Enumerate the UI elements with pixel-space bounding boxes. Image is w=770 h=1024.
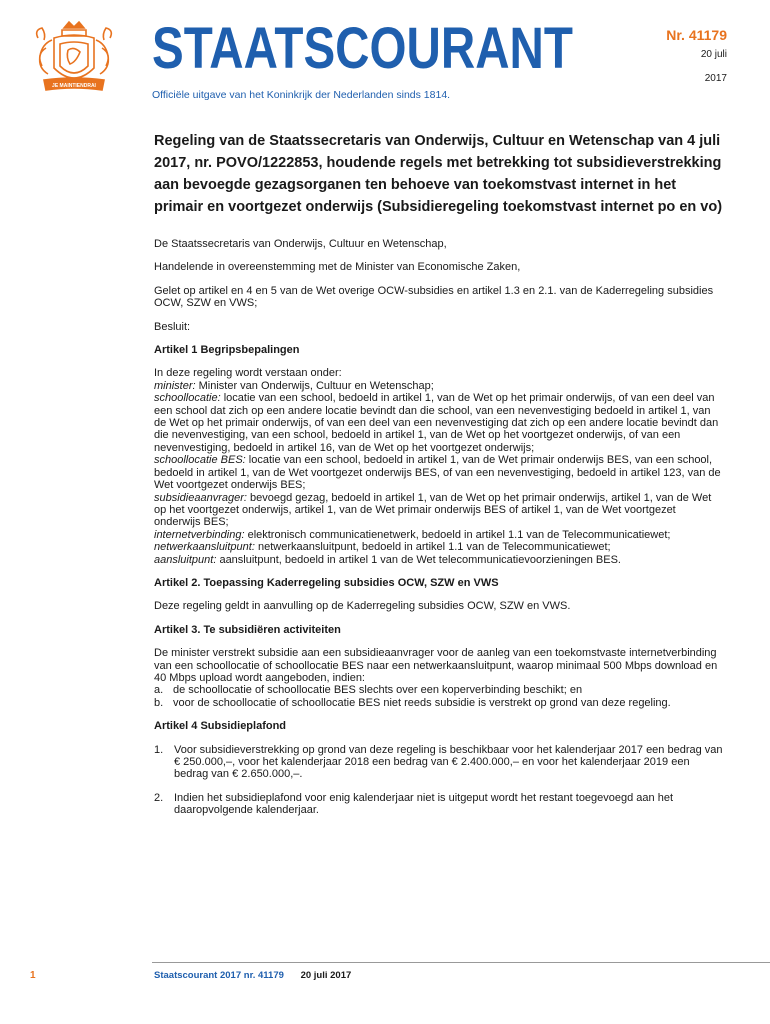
article-4-heading: Artikel 4 Subsidieplafond [154,720,287,733]
list-text: voor de schoollocatie of schoollocatie BES niet reeds subsidie is verstrekt op grond van deze regeling. [173,696,671,709]
definition-item [154,541,724,553]
definition-text: elektronisch communicatienetwerk, bedoeld in artikel 1.1 van de Telecommunicatiewet; [244,528,671,541]
issue-number: Nr. 41179 [666,27,727,43]
document-body [154,130,724,828]
footer-publication: Staatscourant 2017 nr. 41179 [154,970,284,981]
issue-year: 2017 [704,73,727,84]
definition-item [154,554,724,566]
royal-crest-logo [24,18,124,98]
masthead-tagline: Officiële uitgave van het Koninkrijk der Nederlanden sinds 1814. [152,89,451,101]
definition-term: schoollocatie: [154,392,221,405]
list-marker: b. [154,696,164,709]
definition-item [154,392,724,454]
list-marker: 1. [154,743,164,756]
list-text: de schoollocatie of schoollocatie BES slechts over een koperverbinding beschikt; en [173,684,583,697]
preamble-decision: Besluit: [154,320,191,333]
list-marker: 2. [154,791,164,804]
preamble-line: Handelende in overeenstemming met de Minister van Economische Zaken, [154,261,521,274]
definition-item [154,529,724,541]
list-text: Voor subsidieverstrekking op grond van deze regeling is beschikbaar voor het kalenderjaar 2017 een bedrag van € 250.000,–, voor het kalenderjaar 2018 een bedrag van € 2.400.000,– en voor het kalenderjaar 2019 een bedrag van € 2.650.000,–. [174,743,723,781]
definition-text: aansluitpunt, bedoeld in artikel 1 van de Wet telecommunicatievoorzieningen BES. [216,553,621,566]
definition-term: subsidieaanvrager: [154,491,247,504]
list-item [154,697,724,709]
footer-divider [152,962,770,963]
definition-term: internetverbinding: [154,528,245,541]
list-item [154,744,724,781]
list-marker: a. [154,684,164,697]
definition-term: minister: [154,379,196,392]
page-number: 1 [30,970,36,981]
crest-motto: JE MAINTIENDRAI [52,83,96,89]
list-text: Indien het subsidieplafond voor enig kalenderjaar niet is uitgeput wordt het restant toegevoegd aan het daaropvolgende kalenderjaar. [174,791,674,817]
definition-item [154,454,724,491]
definition-item [154,380,724,392]
article-2-text: Deze regeling geldt in aanvulling op de Kaderregeling subsidies OCW, SZW en VWS. [154,600,571,613]
footer-date: 20 juli 2017 [300,970,352,981]
issue-day: 20 juli [700,49,727,60]
definition-text: bevoegd gezag, bedoeld in artikel 1, van de Wet op het primair onderwijs, artikel 1, van de Wet op het voortgezet onderwijs, artikel 1, van de Wet primair onderwijs BES of artikel 1, van de Wet voortgezet onderwijs BES; [154,491,712,529]
footer [154,970,351,981]
regulation-title: Regeling van de Staatssecretaris van Onderwijs, Cultuur en Wetenschap van 4 juli 2017, nr. POVO/1222853, houdende regels met betrekking tot subsidieverstrekking aan bevoegde gezagsorganen ten behoeve van toekomstvast internet in het primair en voortgezet onderwijs (Subsidieregeling toekomstvast internet po en vo) [154,133,723,215]
article-1-intro: In deze regeling wordt verstaan onder: [154,367,342,380]
definition-text: Minister van Onderwijs, Cultuur en Wetenschap; [195,379,434,392]
article-3-heading: Artikel 3. Te subsidiëren activiteiten [154,623,341,636]
article-2-heading: Artikel 2. Toepassing Kaderregeling subsidies OCW, SZW en VWS [154,576,499,589]
definition-term: schoollocatie BES: [154,454,246,467]
preamble-line: De Staatssecretaris van Onderwijs, Cultuur en Wetenschap, [154,238,447,250]
issue-info [666,26,727,86]
definition-term: aansluitpunt: [154,553,217,566]
article-3-text: De minister verstrekt subsidie aan een subsidieaanvrager voor de aanleg van een toekomstvaste internetverbinding van een schoollocatie of schoollocatie BES naar een netwerkaansluitpunt, waarop minimaal 500 Mbps download en 40 Mbps upload wordt aangeboden, indien: [154,647,718,684]
definition-text: locatie van een school, bedoeld in artikel 1, van de Wet primair onderwijs BES, van een school, bedoeld in artikel 1, van de Wet voortgezet onderwijs BES, of van een nevenvestiging, bedoeld in artikel 123, van de Wet voortgezet onderwijs BES; [154,454,721,492]
definition-text: locatie van een school, bedoeld in artikel 1, van de Wet op het primair onderwijs, of van een deel van een school dat zich op een andere locatie bevindt dan die school, van een nevenvestiging bedoeld in artikel 1, van de Wet op het primair onderwijs, of van een deel van een nevenvestiging dat zich op een andere locatie bevindt dan die nevenvestiging, van een school, bedoeld in artikel 1, van de Wet op het voortgezet onderwijs, of van een nevenvestiging, bedoeld in artikel 16, van de Wet op het voortgezet onderwijs; [154,392,719,454]
definition-item [154,492,724,529]
definition-text: netwerkaansluitpunt, bedoeld in artikel 1.1 van de Telecommunicatiewet; [254,541,611,554]
list-item [154,792,724,817]
masthead-title: STAATSCOURANT [152,16,573,81]
definition-term: netwerkaansluitpunt: [154,541,255,554]
preamble-line: Gelet op artikel en 4 en 5 van de Wet overige OCW-subsidies en artikel 1.3 en 2.1. van de Kaderregeling subsidies OCW, SZW en VWS; [154,284,714,310]
list-item [154,684,724,696]
article-1-heading: Artikel 1 Begripsbepalingen [154,344,300,357]
